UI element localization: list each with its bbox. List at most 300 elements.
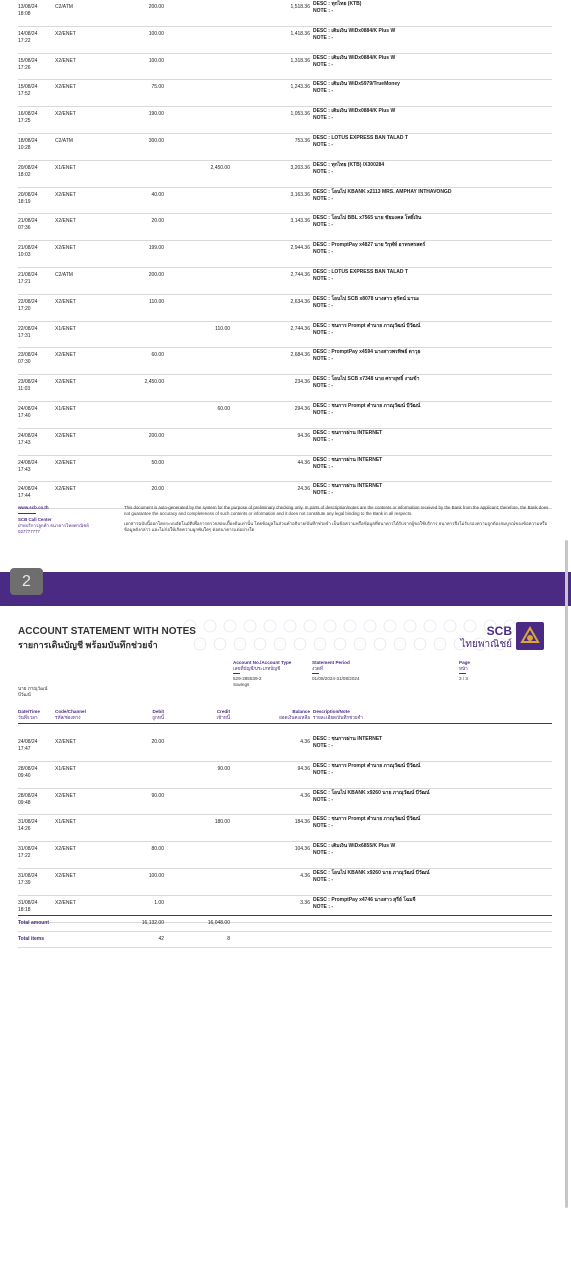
row-code: X1/ENET [55, 819, 76, 826]
table-row [18, 375, 552, 402]
page-underline [459, 673, 466, 674]
row-desc-value: DESC : ชนการผ่าน INTERNET [313, 456, 383, 463]
table-row [18, 348, 552, 375]
customer-info [18, 686, 47, 698]
row-note-value: NOTE : - [313, 195, 333, 202]
row-date [18, 326, 52, 340]
row-description [313, 403, 420, 417]
total-items-label: Total items [18, 936, 45, 942]
statement-page-2 [0, 0, 571, 572]
row-date [18, 31, 52, 45]
table-row [18, 842, 552, 869]
row-time-value: 18:19 [18, 198, 31, 205]
row-description [313, 483, 382, 497]
row-date [18, 846, 52, 860]
row-note-value: NOTE : - [313, 463, 333, 470]
row-date-value: 14/08/24 [18, 30, 38, 37]
row-date-value: 31/08/24 [18, 819, 38, 826]
total-credit-items: 8 [227, 936, 230, 942]
row-desc-value: DESC : โอนไป SCB x7348 นาย ศรายุทธิ์ งามข้า [313, 376, 420, 383]
row-time-value: 18:02 [18, 171, 31, 178]
row-debit: 20.00 [151, 739, 164, 745]
statement-period [312, 660, 360, 682]
account-label-th: เลขที่บัญชี/ประเภทบัญชี [233, 666, 281, 671]
row-desc-value: DESC : PromptPay x4746 นางสาว สุรีย์ โฉมจี [313, 896, 416, 903]
table-row [18, 241, 552, 268]
row-desc-value: DESC : โอนไป KBANK x9260 นาย ภาณุวัฒน์ บีวัฒน์ [313, 869, 430, 876]
row-time-value: 17:20 [18, 305, 31, 312]
total-debit-amount: 16,132.00 [141, 920, 164, 926]
account-label: Account No./Account Type [233, 660, 292, 665]
row-note-value: NOTE : - [313, 61, 333, 68]
table-row [18, 268, 552, 295]
row-balance: 1,418.36 [290, 30, 310, 37]
row-balance: 1,243.36 [290, 84, 310, 91]
page-label: Page [459, 660, 470, 665]
table-row [18, 188, 552, 215]
row-date-value: 21/08/24 [18, 218, 38, 225]
row-desc-value: DESC : PromptPay x4827 นาย วิรุฬห์ อาทรศรสตร์ [313, 242, 426, 249]
row-description [313, 430, 382, 444]
row-description [313, 162, 384, 176]
row-time-value: 17:25 [18, 118, 31, 125]
table-row [18, 0, 552, 27]
row-debit: 1.00 [154, 899, 164, 906]
bank-name: SCB [486, 624, 512, 638]
row-balance: 4.36 [300, 739, 310, 745]
col-credit: Credit เข้าหนี้ [216, 709, 230, 720]
row-date [18, 900, 52, 914]
row-date [18, 84, 52, 98]
col-code: Code/Channel รหัส/ช่องทาง [55, 709, 86, 720]
table-row [18, 214, 552, 241]
statement-title-en: ACCOUNT STATEMENT WITH NOTES [18, 626, 196, 637]
row-time-value: 17:43 [18, 439, 31, 446]
row-code: X2/ENET [55, 30, 76, 37]
transaction-table [18, 735, 552, 923]
row-code: X2/ENET [55, 739, 76, 745]
row-credit: 110.00 [215, 325, 230, 332]
row-description [313, 870, 430, 884]
col-debit: Debit ถูกหนี้ [152, 709, 164, 720]
row-note-value: NOTE : - [313, 8, 333, 14]
row-time-value: 17:22 [18, 37, 31, 44]
disclaimer-th: เอกสารฉบับนี้ออกโดยระบบอัตโนมัติเพื่อการตรวจสอบเบื้องต้นเท่านั้น โดยข้อมูลในส่วนคำอธิบาย/บันทึกช่วยจำ เป็นข้อความหรือข้อมูลที่ธนาคารได้รับจากผู้ขอใช้บริการ ธนาคารจึงไม่รับรองความถูกต้องสมบูรณ์ของข้อความหรือข้อมูลดังกล่าว และไม่ก่อให้เกิดความผูกพันใดๆ ต่อธนาคารแต่อย่างใด [124, 521, 548, 532]
row-date [18, 192, 52, 206]
row-description [313, 897, 416, 911]
row-desc-value: DESC : LOTUS EXPRESS BAN TALAD T [313, 134, 408, 141]
row-time-value: 10:28 [18, 144, 31, 151]
row-note-value: NOTE : - [313, 141, 333, 148]
row-code: X2/ENET [55, 218, 76, 225]
row-desc-value: DESC : โอนไป SCB x8078 นางสาว สุรัตน์ มานะ [313, 295, 420, 302]
row-code: X2/ENET [55, 792, 76, 799]
bank-website: www.scb.co.th [18, 505, 49, 510]
row-debit: 110.00 [149, 298, 164, 305]
table-row [18, 815, 552, 842]
row-note-value: NOTE : - [313, 356, 333, 363]
row-code: X2/ENET [55, 459, 76, 466]
row-note-value: NOTE : - [313, 490, 333, 497]
row-desc-value: DESC : PromptPay x4594 นางสาวพรทิพย์ ดาวุธ [313, 349, 421, 356]
row-balance: 1,518.36 [290, 4, 310, 10]
row-code: X2/ENET [55, 486, 76, 493]
row-time-value: 17:47 [18, 746, 31, 752]
call-center-label-th: ฝ่ายบริการลูกค้า ธนาคารไทยพาณิชย์ [18, 523, 89, 528]
row-date [18, 486, 52, 500]
row-code: X2/ENET [55, 111, 76, 118]
row-date [18, 819, 52, 833]
row-description [313, 242, 425, 256]
row-debit: 200.00 [148, 271, 164, 278]
row-description [313, 215, 421, 229]
row-debit: 40.00 [151, 191, 164, 198]
row-balance: 3,163.36 [290, 191, 310, 198]
row-time-value: 17:26 [18, 64, 31, 71]
bank-name-th: ไทยพาณิชย์ [460, 639, 512, 650]
statement-page-3 [0, 606, 571, 1280]
statement-title [18, 626, 196, 652]
row-balance: 94.36 [297, 765, 310, 772]
table-row [18, 161, 552, 188]
row-desc-value: DESC : เติมเงิน WiDx6855/K Plus W [313, 843, 396, 850]
row-code: X2/ENET [55, 846, 76, 853]
row-date-value: 22/08/24 [18, 325, 38, 332]
row-debit: 60.00 [151, 352, 164, 359]
row-balance: 4.36 [300, 872, 310, 879]
account-info [233, 660, 291, 688]
row-description [313, 843, 395, 857]
row-desc-value: DESC : โอนไป KBANK x2113 MRS. AMPHAY INTHAVONGD [313, 188, 452, 195]
row-date-value: 20/08/24 [18, 164, 38, 171]
row-date [18, 873, 52, 887]
row-code: X2/ENET [55, 57, 76, 64]
row-time-value: 17:43 [18, 466, 31, 473]
customer-name-line2: บีวัฒน์ [18, 692, 31, 697]
row-debit: 2,450.00 [144, 379, 164, 386]
page-label-th: หน้า [459, 666, 468, 671]
row-note-value: NOTE : - [313, 436, 333, 443]
table-row [18, 322, 552, 349]
row-desc-value: DESC : ชนการ Prompt ตำนาย ภาณุวัฒน์ บีวัฒน์ [313, 402, 421, 409]
row-time-value: 11:03 [18, 386, 31, 393]
row-time-value: 09:48 [18, 799, 31, 806]
row-credit: 2,450.00 [210, 164, 230, 171]
row-debit: 199.00 [148, 245, 164, 252]
row-debit: 20.00 [151, 486, 164, 493]
table-row [18, 402, 552, 429]
row-date [18, 352, 52, 366]
period-value: 01/08/2024-31/08/2024 [312, 676, 360, 681]
row-description [313, 269, 408, 283]
row-credit: 90.00 [217, 765, 230, 772]
row-description [313, 376, 419, 390]
row-balance: 753.36 [294, 137, 310, 144]
row-desc-value: DESC : ทุกไทย (KTB) /X300284 [313, 161, 385, 168]
row-desc-value: DESC : ชนการ Prompt ตำนาย ภาณุวัฒน์ บีวัฒน์ [313, 322, 421, 329]
row-note-value: NOTE : - [313, 249, 333, 256]
row-date-value: 23/08/24 [18, 379, 38, 386]
row-balance: 1,318.36 [290, 57, 310, 64]
row-note-value: NOTE : - [313, 903, 333, 910]
row-note-value: NOTE : - [313, 115, 333, 122]
row-note-value: NOTE : - [313, 88, 333, 95]
total-amount-label: Total amount [18, 920, 50, 926]
row-note-value: NOTE : - [313, 329, 333, 336]
row-desc-value: DESC : เติมเงิน WiDx0884/K Plus W [313, 27, 396, 34]
row-note-value: NOTE : - [313, 34, 333, 41]
row-date [18, 272, 52, 286]
total-debit-items: 42 [158, 936, 164, 942]
row-description [313, 763, 420, 777]
row-note-value: NOTE : - [313, 850, 333, 857]
row-code: X2/ENET [55, 352, 76, 359]
row-balance: 2,684.36 [290, 352, 310, 359]
footer-divider [18, 513, 36, 514]
row-date-value: 15/08/24 [18, 84, 38, 91]
disclaimer [124, 505, 552, 533]
row-desc-value: DESC : โอนไป KBANK x9260 นาย ภาณุวัฒน์ บีวัฒน์ [313, 789, 430, 796]
row-code: X2/ENET [55, 899, 76, 906]
col-date: Date/Time วันที่/เวลา [18, 709, 40, 720]
bank-logo [456, 620, 544, 650]
row-date [18, 58, 52, 72]
row-desc-value: DESC : เติมเงิน WiDx5979/TrueMoney [313, 81, 400, 88]
totals-section [18, 915, 552, 948]
row-debit: 100.00 [148, 872, 164, 879]
row-debit: 100.00 [148, 30, 164, 37]
row-debit: 50.00 [151, 459, 164, 466]
row-description [313, 189, 451, 203]
total-credit-amount: 16,048.00 [207, 920, 230, 926]
row-code: X2/ENET [55, 432, 76, 439]
row-desc-value: DESC : ชนการ Prompt ตำนาย ภาณุวัฒน์ บีวัฒน์ [313, 762, 421, 769]
row-description [313, 108, 395, 122]
row-date [18, 165, 52, 179]
row-date-value: 24/08/24 [18, 459, 38, 466]
row-date-value: 22/08/24 [18, 298, 38, 305]
row-description [313, 349, 421, 363]
row-code: X1/ENET [55, 405, 76, 412]
row-time-value: 07:36 [18, 225, 31, 232]
row-balance: 2,744.36 [290, 325, 310, 332]
row-description [313, 323, 420, 337]
row-desc-value: DESC : ชนการผ่าน INTERNET [313, 429, 383, 436]
row-code: X2/ENET [55, 872, 76, 879]
row-note-value: NOTE : - [313, 275, 333, 282]
table-row [18, 456, 552, 483]
row-date-value: 31/08/24 [18, 846, 38, 853]
row-time-value: 17:39 [18, 879, 31, 886]
row-time-value: 14:26 [18, 826, 31, 833]
row-description [313, 1, 361, 15]
row-description [313, 457, 382, 471]
row-description [313, 135, 408, 149]
row-desc-value: DESC : LOTUS EXPRESS BAN TALAD T [313, 268, 408, 275]
row-date-value: 15/08/24 [18, 57, 38, 64]
row-description [313, 790, 430, 804]
row-note-value: NOTE : - [313, 383, 333, 390]
total-items-row [18, 932, 552, 948]
row-debit: 80.00 [151, 846, 164, 853]
row-date [18, 111, 52, 125]
table-row [18, 762, 552, 789]
row-desc-value: DESC : ชนการ Prompt ตำนาย ภาณุวัฒน์ บีวัฒน์ [313, 816, 421, 823]
call-center-phone: 027777777 [18, 529, 40, 534]
row-description [313, 736, 382, 750]
row-balance: 294.36 [294, 405, 310, 412]
row-note-value: NOTE : - [313, 168, 333, 175]
row-balance: 234.36 [294, 379, 310, 386]
row-description [313, 28, 395, 42]
row-debit: 75.00 [151, 84, 164, 91]
row-date-value: 21/08/24 [18, 271, 38, 278]
row-debit: 300.00 [148, 137, 164, 144]
row-debit: 20.00 [151, 218, 164, 225]
row-description [313, 81, 400, 95]
row-date [18, 739, 52, 753]
row-code: X2/ENET [55, 245, 76, 252]
row-date-value: 28/08/24 [18, 792, 38, 799]
table-row [18, 295, 552, 322]
row-desc-value: DESC : เติมเงิน WiDx0884/K Plus W [313, 54, 396, 61]
row-balance: 24.36 [297, 486, 310, 493]
row-date [18, 793, 52, 807]
row-code: X2/ENET [55, 84, 76, 91]
row-description [313, 816, 420, 830]
row-date-value: 28/08/24 [18, 765, 38, 772]
row-note-value: NOTE : - [313, 769, 333, 776]
row-debit: 190.00 [148, 111, 164, 118]
row-note-value: NOTE : - [313, 876, 333, 883]
row-code: X1/ENET [55, 325, 76, 332]
table-header [18, 709, 552, 724]
row-date [18, 4, 52, 18]
row-date [18, 138, 52, 152]
table-row [18, 54, 552, 81]
row-time-value: 18:18 [18, 906, 31, 913]
row-desc-value: DESC : โอนไป BBL x7565 นาย ชัยมงคล โพธิ์เงิน [313, 215, 422, 222]
account-underline [233, 673, 240, 674]
row-time-value: 18:08 [18, 11, 31, 17]
row-time-value: 10:03 [18, 252, 31, 259]
page-break-band [0, 572, 571, 606]
table-row [18, 789, 552, 816]
row-balance: 2,634.36 [290, 298, 310, 305]
row-time-value: 07:30 [18, 359, 31, 366]
row-description [313, 296, 419, 310]
row-date [18, 299, 52, 313]
row-date-value: 18/08/24 [18, 137, 38, 144]
col-balance: Balance ยอดเงินคงเหลือ [279, 709, 310, 720]
row-date-value: 23/08/24 [18, 352, 38, 359]
row-desc-value: DESC : ชนการผ่าน INTERNET [313, 483, 383, 490]
row-credit: 180.00 [214, 819, 230, 826]
row-time-value: 09:40 [18, 772, 31, 779]
row-balance: 94.36 [297, 432, 310, 439]
row-balance: 184.36 [294, 819, 310, 826]
row-date [18, 460, 52, 474]
row-date [18, 379, 52, 393]
row-code: C2/ATM [55, 4, 73, 10]
row-date-value: 20/08/24 [18, 191, 38, 198]
customer-name: นาย ภาณุวัฒน์ [18, 686, 48, 691]
page-info [459, 660, 470, 682]
table-row [18, 134, 552, 161]
row-note-value: NOTE : - [313, 409, 333, 416]
page-number-badge: 2 [10, 568, 43, 595]
row-note-value: NOTE : - [313, 796, 333, 803]
row-date-value: 16/08/24 [18, 111, 38, 118]
call-center-label: SCB Call Center [18, 517, 52, 522]
row-time-value: 17:44 [18, 493, 31, 500]
row-note-value: NOTE : - [313, 823, 333, 830]
table-row [18, 27, 552, 54]
scrollbar[interactable] [565, 540, 568, 1208]
table-row [18, 107, 552, 134]
row-date-value: 31/08/24 [18, 899, 38, 906]
table-row [18, 869, 552, 896]
row-code: X1/ENET [55, 164, 76, 171]
disclaimer-en: This document is auto-generated by the system for the purpose of preliminary checking only. In parts of description/notes are the contents or information received by the Bank from the applicant; therefore, the Bank does not guarantee the accuracy and completeness of such contents or information and it does not constitute any legal binding to the Bank in all respects. [124, 505, 549, 516]
row-note-value: NOTE : - [313, 222, 333, 229]
row-date [18, 766, 52, 780]
row-date-value: 24/08/24 [18, 405, 38, 412]
row-code: X2/ENET [55, 379, 76, 386]
row-description [313, 55, 395, 69]
row-debit: 90.00 [151, 792, 164, 799]
row-debit: 100.00 [148, 57, 164, 64]
table-row [18, 80, 552, 107]
row-debit: 200.00 [148, 432, 164, 439]
row-date [18, 406, 52, 420]
row-time-value: 17:52 [18, 91, 31, 98]
row-note-value: NOTE : - [313, 743, 333, 749]
col-description: Description/Note รายละเอียด/บันทึกช่วยจำ [313, 709, 363, 720]
row-desc-value: DESC : เติมเงิน WiDx0884/K Plus W [313, 108, 396, 115]
row-balance: 4.36 [300, 792, 310, 799]
table-row [18, 429, 552, 456]
period-label-th: งวดที่ [312, 666, 323, 671]
row-date-value: 13/08/24 [18, 4, 38, 10]
period-underline [312, 673, 319, 674]
footer-contact [18, 505, 108, 535]
row-date-value: 24/08/24 [18, 432, 38, 439]
account-number: 529-285539-2 [233, 676, 262, 681]
row-credit: 60.00 [217, 405, 230, 412]
row-code: X2/ENET [55, 191, 76, 198]
row-balance: 1,053.36 [290, 111, 310, 118]
row-date-value: 24/08/24 [18, 739, 38, 745]
row-balance: 2,744.36 [290, 271, 310, 278]
row-date-value: 21/08/24 [18, 245, 38, 252]
row-balance: 3.36 [300, 899, 310, 906]
row-time-value: 17:22 [18, 853, 31, 860]
row-balance: 104.36 [294, 846, 310, 853]
row-date [18, 433, 52, 447]
row-note-value: NOTE : - [313, 302, 333, 309]
row-code: C2/ATM [55, 271, 73, 278]
row-balance: 3,203.36 [290, 164, 310, 171]
row-balance: 3,143.36 [290, 218, 310, 225]
statement-title-th: รายการเดินบัญชี พร้อมบันทึกช่วยจำ [18, 640, 158, 650]
row-time-value: 17:40 [18, 412, 31, 419]
row-code: X1/ENET [55, 765, 76, 772]
transaction-table [18, 0, 552, 509]
account-type: Savings [233, 682, 250, 687]
row-code: C2/ATM [55, 137, 73, 144]
row-date-value: 31/08/24 [18, 872, 38, 879]
